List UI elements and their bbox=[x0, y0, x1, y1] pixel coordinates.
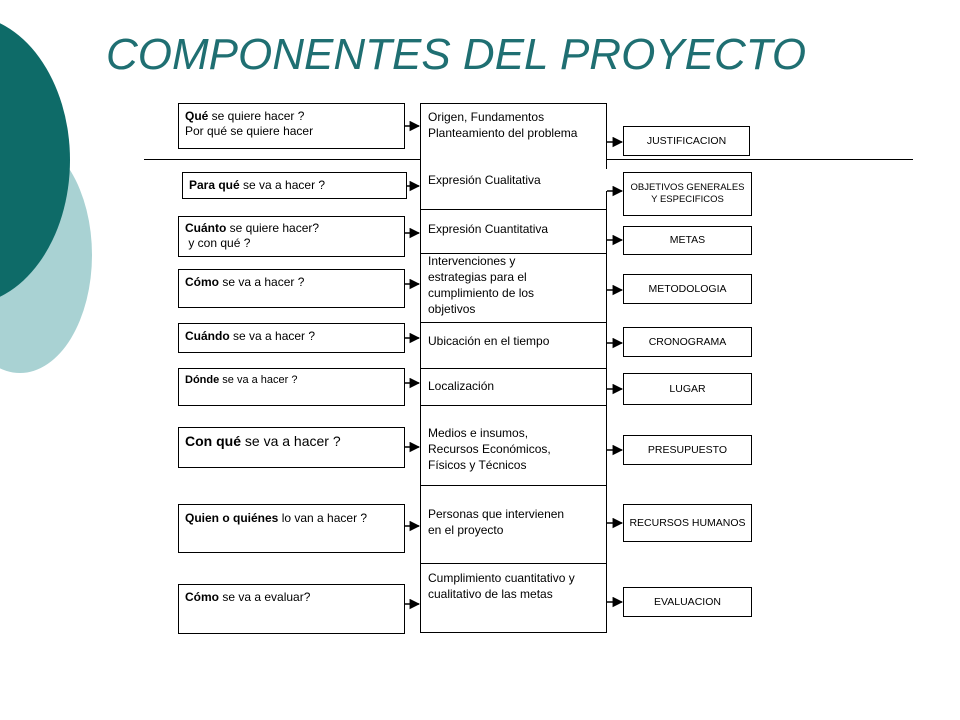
result-justificacion: JUSTIFICACION bbox=[623, 126, 750, 156]
middle-cell-personas: Personas que intervienen en el proyecto bbox=[428, 507, 565, 537]
middle-cell-cuantitativa: Expresión Cuantitativa bbox=[428, 222, 549, 236]
result-lugar: LUGAR bbox=[623, 373, 752, 405]
question-text: se va a evaluar? bbox=[219, 590, 311, 604]
question-text: se quiere hacer? bbox=[226, 221, 320, 235]
question-bold: Para qué bbox=[189, 178, 240, 192]
question-bold: Dónde bbox=[185, 374, 220, 386]
middle-cell-origen: Origen, Fundamentos Planteamiento del problema bbox=[428, 110, 578, 140]
question-bold: Cuánto bbox=[185, 221, 227, 235]
middle-cell-localizacion: Localización bbox=[428, 379, 495, 393]
question-text: lo van a hacer ? bbox=[278, 511, 368, 525]
result-metas: METAS bbox=[623, 226, 752, 255]
question-bold: Cómo bbox=[185, 275, 219, 289]
result-recursos-humanos: RECURSOS HUMANOS bbox=[623, 504, 752, 542]
middle-cell-cumplimiento: Cumplimiento cuantitativo y cualitativo de las metas bbox=[428, 571, 575, 601]
question-bold: Con qué bbox=[185, 433, 241, 449]
middle-cell-intervenciones: Intervenciones y estrategias para el cumplimiento de los objetivos bbox=[428, 254, 535, 316]
result-objetivos: OBJETIVOS GENERALES Y ESPECIFICOS bbox=[623, 172, 752, 216]
question-text: se va a hacer ? bbox=[219, 374, 298, 386]
middle-cell-medios: Medios e insumos, Recursos Económicos, Físicos y Técnicos bbox=[428, 426, 551, 472]
question-bold: Qué bbox=[185, 109, 209, 123]
result-cronograma: CRONOGRAMA bbox=[623, 327, 752, 357]
question-text: se quiere hacer ? bbox=[208, 109, 305, 123]
question-text-line2: Por qué se quiere hacer bbox=[185, 124, 314, 138]
result-metodologia: METODOLOGIA bbox=[623, 274, 752, 304]
question-bold: Cómo bbox=[185, 590, 219, 604]
question-bold: Cuándo bbox=[185, 329, 230, 343]
result-evaluacion: EVALUACION bbox=[623, 587, 752, 617]
result-presupuesto: PRESUPUESTO bbox=[623, 435, 752, 465]
middle-cell-cualitativa: Expresión Cualitativa bbox=[421, 169, 615, 191]
question-bold: Quien o quiénes bbox=[185, 511, 279, 525]
question-text-line2: y con qué ? bbox=[185, 236, 251, 250]
question-text: se va a hacer ? bbox=[229, 329, 316, 343]
question-text: se va a hacer ? bbox=[241, 433, 341, 449]
page-title: COMPONENTES DEL PROYECTO bbox=[106, 30, 807, 79]
middle-cell-ubicacion: Ubicación en el tiempo bbox=[428, 334, 550, 348]
question-text: se va a hacer ? bbox=[239, 178, 326, 192]
question-text: se va a hacer ? bbox=[219, 275, 305, 289]
